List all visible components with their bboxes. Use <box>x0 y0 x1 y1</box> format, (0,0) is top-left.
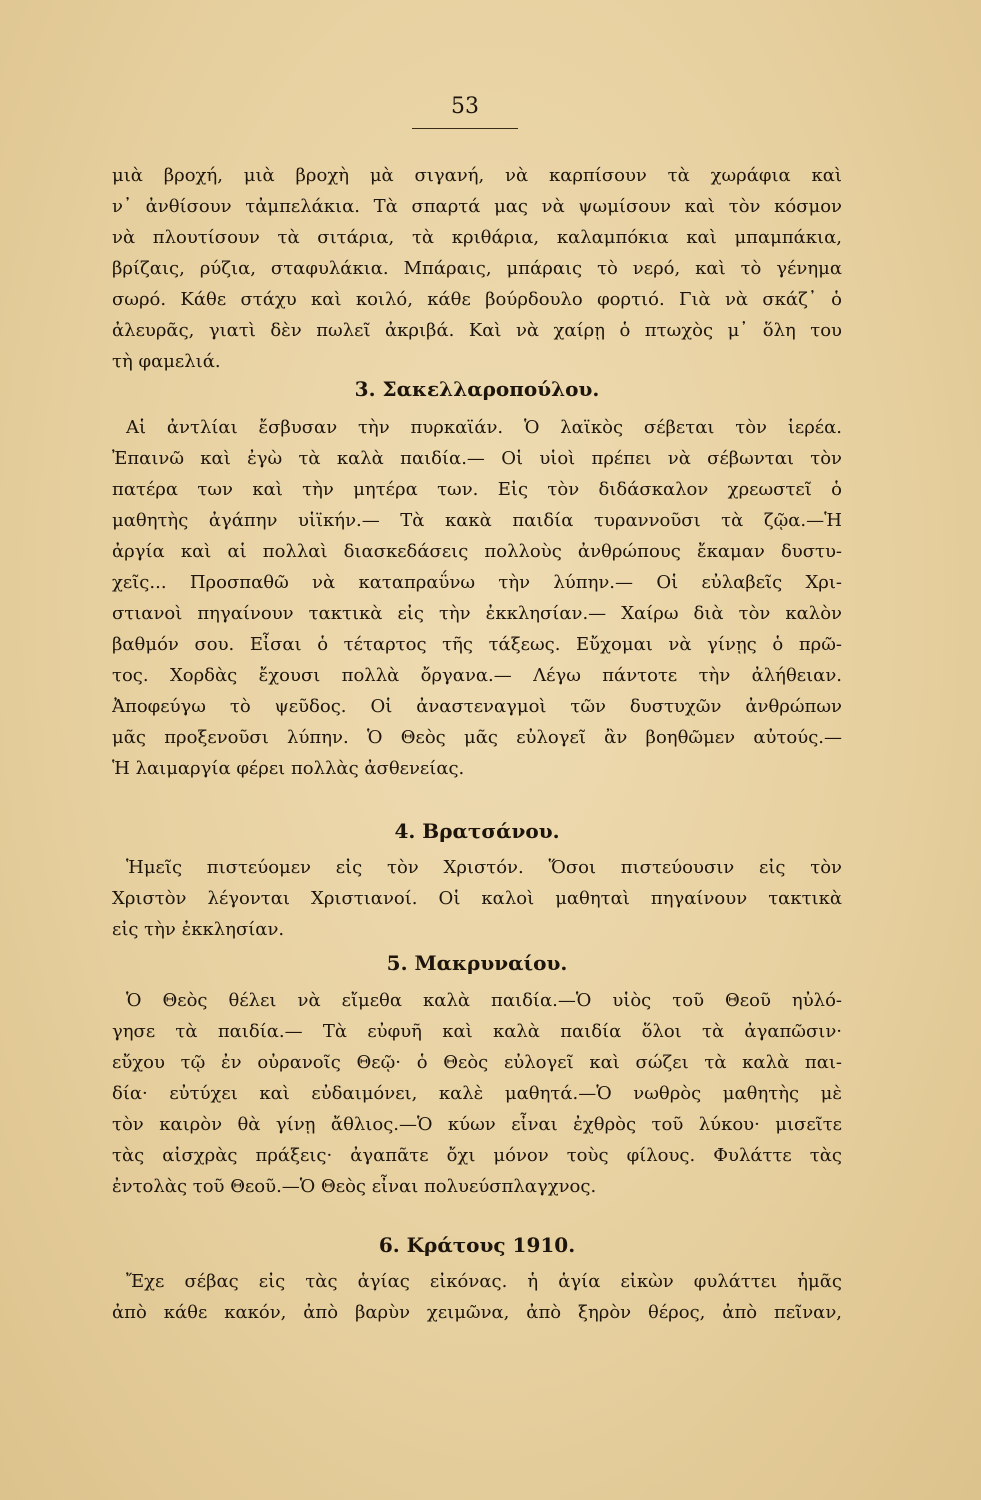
section-heading-6: 6. Κράτους 1910. <box>378 1233 576 1257</box>
text-line: βρίζαις, ρύζια, σταφυλάκια. Μπάραις, μπάραις τὸ νερό, καὶ τὸ γένημα <box>112 258 842 279</box>
text-line: μαθητὴς ἀγάπην υἱϊκήν.— Τὰ κακὰ παιδία τυραννοῦσι τὰ ζῷα.—Ἡ <box>112 510 842 531</box>
text-line: Χριστὸν λέγονται Χριστιανοί. Οἱ καλοὶ μαθηταὶ πηγαίνουν τακτικὰ <box>112 888 842 909</box>
text-line: Ἐπαινῶ καὶ ἐγὼ τὰ καλὰ παιδία.— Οἱ υἱοὶ πρέπει νὰ σέβωνται τὸν <box>112 448 842 469</box>
section-3-paragraph <box>112 412 842 784</box>
text-line: βαθμόν σου. Εἶσαι ὁ τέταρτος τῆς τάξεως. Εὔχομαι νὰ γίνῃς ὁ πρῶ- <box>112 634 842 655</box>
text-line: Ἔχε σέβας εἰς τὰς ἁγίας εἰκόνας. ἡ ἁγία εἰκὼν φυλάττει ἡμᾶς <box>126 1271 842 1292</box>
text-line: στιανοὶ πηγαίνουν τακτικὰ εἰς τὴν ἐκκλησίαν.— Χαίρω διὰ τὸν καλὸν <box>112 603 842 624</box>
text-line: σωρό. Κάθε στάχυ καὶ κοιλό, κάθε βούρδουλο φορτιό. Γιὰ νὰ σκάζ᾽ ὁ <box>112 289 842 310</box>
text-line: ν᾽ ἀνθίσουν τἀμπελάκια. Τὰ σπαρτά μας νὰ ψωμίσουν καὶ τὸν κόσμον <box>112 196 842 217</box>
text-line: μᾶς προξενοῦσι λύπην. Ὁ Θεὸς μᾶς εὐλογεῖ ἂν βοηθῶμεν αὐτούς.— <box>112 727 842 748</box>
text-line: εἰς τὴν ἐκκλησίαν. <box>112 919 285 940</box>
text-line: τος. Χορδὰς ἔχουσι πολλὰ ὄργανα.— Λέγω πάντοτε τὴν ἀλήθειαν. <box>112 665 842 686</box>
section-5-paragraph <box>112 985 842 1202</box>
text-line: Αἱ ἀντλίαι ἔσβυσαν τὴν πυρκαϊάν. Ὁ λαϊκὸς σέβεται τὸν ἱερέα. <box>126 417 842 438</box>
text-line: πατέρα των καὶ τὴν μητέρα των. Εἰς τὸν διδάσκαλον χρεωστεῖ ὁ <box>112 479 842 500</box>
text-line: ἀλευρᾶς, γιατὶ δὲν πωλεῖ ἀκριβά. Καὶ νὰ χαίρῃ ὁ πτωχὸς μ᾽ ὅλη του <box>112 320 842 341</box>
section-heading-5: 5. Μακρυναίου. <box>386 951 568 975</box>
intro-paragraph <box>112 160 842 377</box>
text-line: Ὁ Θεὸς θέλει νὰ εἴμεθα καλὰ παιδία.—Ὁ υἱὸς τοῦ Θεοῦ ηὐλό- <box>126 990 842 1011</box>
page-number: 53 <box>451 94 479 119</box>
text-line: μιὰ βροχή, μιὰ βροχὴ μὰ σιγανή, νὰ καρπίσουν τὰ χωράφια καὶ <box>112 165 842 186</box>
text-line: ἀπὸ κάθε κακόν, ἀπὸ βαρὺν χειμῶνα, ἀπὸ ξηρὸν θέρος, ἀπὸ πεῖναν, <box>112 1302 842 1323</box>
text-line: χεῖς... Προσπαθῶ νὰ καταπραΰνω τὴν λύπην.— Οἱ εὐλαβεῖς Χρι- <box>112 572 842 593</box>
text-line: γησε τὰ παιδία.— Τὰ εὐφυῆ καὶ καλὰ παιδία ὅλοι τὰ ἀγαπῶσιν· <box>112 1021 842 1042</box>
text-line: Ἡμεῖς πιστεύομεν εἰς τὸν Χριστόν. Ὅσοι πιστεύουσιν εἰς τὸν <box>126 857 842 878</box>
section-4-paragraph <box>112 852 842 945</box>
text-line: ἐντολὰς τοῦ Θεοῦ.—Ὁ Θεὸς εἶναι πολυεύσπλαγχνος. <box>112 1176 597 1197</box>
text-line: ἀργία καὶ αἱ πολλαὶ διασκεδάσεις πολλοὺς ἀνθρώπους ἔκαμαν δυστυ- <box>112 541 842 562</box>
text-line: τὸν καιρὸν θὰ γίνῃ ἄθλιος.—Ὁ κύων εἶναι ἐχθρὸς τοῦ λύκου· μισεῖτε <box>112 1114 842 1135</box>
text-line: Ἀποφεύγω τὸ ψεῦδος. Οἱ ἀναστεναγμοὶ τῶν δυστυχῶν ἀνθρώπων <box>112 696 842 717</box>
text-line: νὰ πλουτίσουν τὰ σιτάρια, τὰ κριθάρια, καλαμπόκια καὶ μπαμπάκια, <box>112 227 842 248</box>
text-line: τὰς αἰσχρὰς πράξεις· ἀγαπᾶτε ὄχι μόνον τοὺς φίλους. Φυλάττε τὰς <box>112 1145 842 1166</box>
text-line: Ἡ λαιμαργία φέρει πολλὰς ἀσθενείας. <box>112 758 465 779</box>
page-number-rule <box>412 128 518 129</box>
text-line: εὔχου τῷ ἐν οὐρανοῖς Θεῷ· ὁ Θεὸς εὐλογεῖ καὶ σώζει τὰ καλὰ παι- <box>112 1052 842 1073</box>
text-line: δία· εὐτύχει καὶ εὐδαιμόνει, καλὲ μαθητά.—Ὁ νωθρὸς μαθητὴς μὲ <box>112 1083 842 1104</box>
text-line: τὴ φαμελιά. <box>112 351 221 372</box>
section-heading-3: 3. Σακελλαροπούλου. <box>354 377 600 401</box>
section-heading-4: 4. Βρατσάνου. <box>394 819 560 843</box>
section-6-paragraph <box>112 1266 842 1328</box>
